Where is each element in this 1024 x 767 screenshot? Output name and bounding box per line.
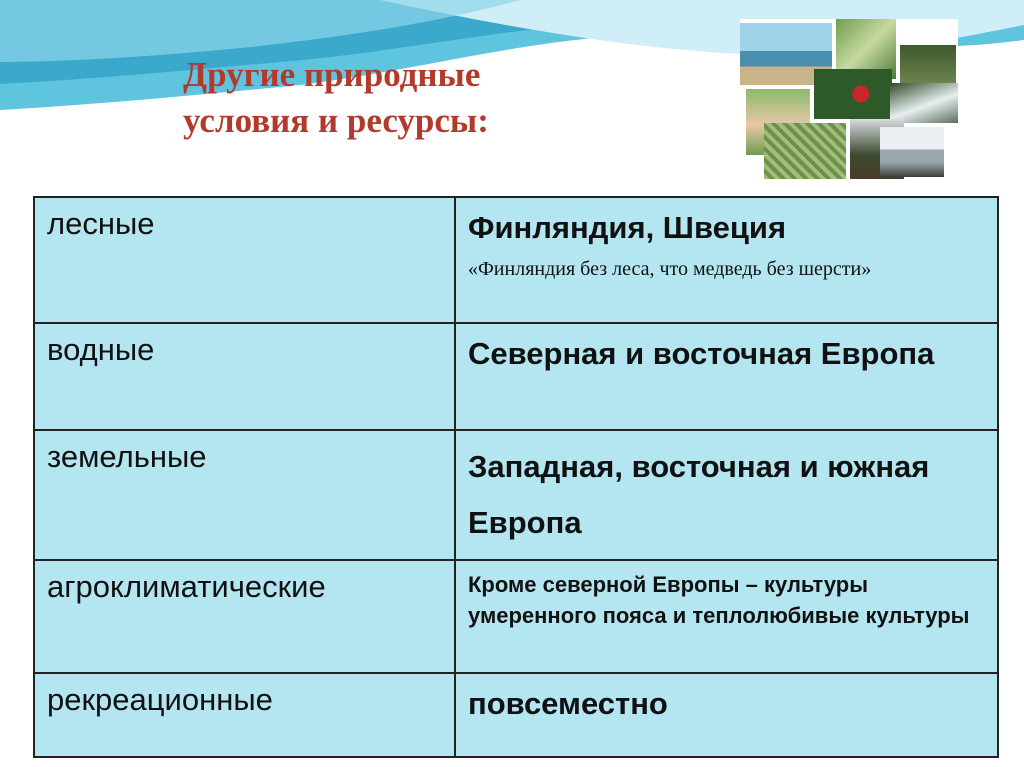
title-line-2: условия и ресурсы:	[183, 100, 489, 140]
table-row	[34, 430, 998, 560]
region-cell	[455, 323, 998, 430]
river-photo	[890, 83, 958, 123]
table-row	[34, 197, 998, 323]
region-cell	[455, 197, 998, 323]
slide-title	[183, 52, 489, 143]
resource-type-cell: агроклиматические	[34, 560, 455, 673]
grain-photo	[764, 123, 846, 179]
quote-text: «Финляндия без леса, что медведь без шерсти»	[468, 257, 872, 280]
resources-table	[33, 196, 999, 758]
region-text: Северная и восточная Европа	[468, 336, 935, 371]
region-cell	[455, 560, 998, 673]
berries-photo	[814, 69, 892, 119]
resource-type-cell: водные	[34, 323, 455, 430]
table-row	[34, 673, 998, 757]
table-row	[34, 323, 998, 430]
region-cell	[455, 430, 998, 560]
table-row	[34, 560, 998, 673]
region-text: повсеместно	[468, 685, 668, 721]
resource-type-cell: лесные	[34, 197, 455, 323]
region-text: Кроме северной Европы – культуры умеренного пояса и теплолюбивые культуры	[468, 571, 970, 629]
resource-type-cell: земельные	[34, 430, 455, 560]
title-line-1: Другие природные	[183, 55, 481, 94]
nature-photo-collage	[740, 19, 958, 181]
region-text: Западная, восточная и южная Европа	[468, 449, 930, 540]
region-text: Финляндия, Швеция	[468, 210, 787, 245]
region-cell	[455, 673, 998, 757]
coast-photo	[880, 127, 944, 177]
resource-type-cell: рекреационные	[34, 673, 455, 757]
